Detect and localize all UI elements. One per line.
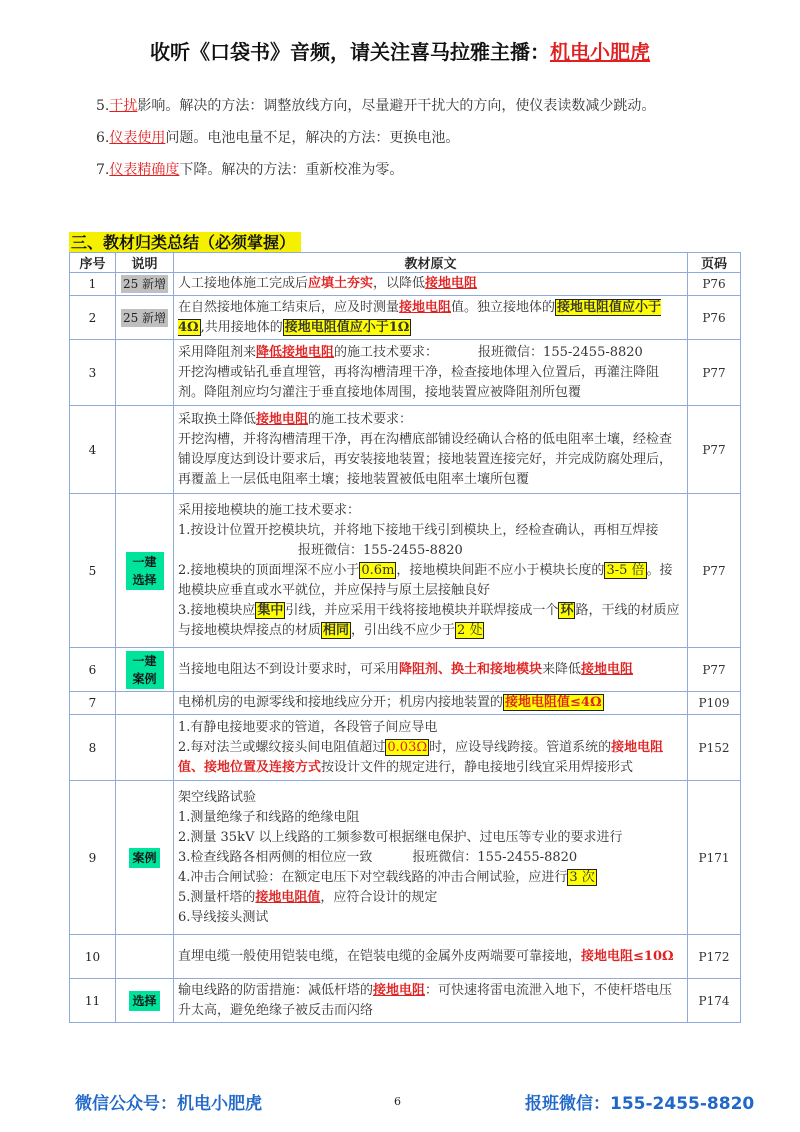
row-number: 6 — [70, 648, 116, 692]
row-number: 4 — [70, 406, 116, 494]
table-row — [70, 648, 741, 692]
row-number: 7 — [70, 692, 116, 715]
summary-table — [69, 252, 741, 1023]
row-label-cell — [116, 715, 174, 781]
row-label-cell — [116, 648, 174, 692]
note-text: 影响。解决的方法：调整放线方向，尽量避开干扰大的方向，使仪表读数减少跳动。 — [137, 98, 656, 114]
note-item — [96, 128, 736, 148]
row-page: P76 — [688, 296, 741, 340]
row-page: P77 — [688, 406, 741, 494]
table-row — [70, 979, 741, 1023]
row-text: 电梯机房的电源零线和接地线应分开；机房内接地装置的 接地电阻值≤4Ω — [174, 692, 688, 715]
table-row — [70, 494, 741, 648]
row-text: 直埋电缆一般使用铠装电缆，在铠装电缆的金属外皮两端要可靠接地，接地电阻≤10Ω — [174, 935, 688, 979]
row-label-cell — [116, 935, 174, 979]
notes-list — [96, 96, 736, 192]
page-number: 6 — [394, 1095, 401, 1108]
row-label-cell — [116, 979, 174, 1023]
header-prefix: 收听《口袋书》音频，请关注喜马拉雅主播： — [150, 40, 550, 64]
row-page: P76 — [688, 273, 741, 296]
row-label-cell — [116, 340, 174, 406]
note-number: 5. — [96, 98, 110, 114]
row-page: P77 — [688, 494, 741, 648]
row-text: 人工接地体施工完成后应填土夯实，以降低接地电阻 — [174, 273, 688, 296]
row-number: 1 — [70, 273, 116, 296]
header-page: 页码 — [688, 253, 741, 273]
footer-signup-wechat: 报班微信：155-2455-8820 — [525, 1094, 755, 1114]
row-page: P171 — [688, 781, 741, 935]
table-header-row — [70, 253, 741, 273]
row-label-cell — [116, 406, 174, 494]
table-row — [70, 406, 741, 494]
table-row — [70, 781, 741, 935]
table-row — [70, 273, 741, 296]
note-keyword: 仪表使用 — [109, 130, 166, 146]
header-label: 说明 — [116, 253, 174, 273]
footer-wechat-account: 微信公众号：机电小肥虎 — [75, 1094, 262, 1114]
row-number: 10 — [70, 935, 116, 979]
table-row — [70, 935, 741, 979]
header-highlight: 机电小肥虎 — [550, 40, 650, 64]
row-label: 选择 — [129, 991, 159, 1011]
note-text: 下降。解决的方法：重新校准为零。 — [179, 162, 404, 178]
table-row — [70, 692, 741, 715]
row-page: P77 — [688, 648, 741, 692]
row-page: P152 — [688, 715, 741, 781]
row-label: 一建选择 — [126, 552, 164, 590]
row-text: 1.有静电接地要求的管道，各段管子间应导电 2.每对法兰或螺纹接头间电阻值超过 0.03Ω 时，应设导线跨接。管道系统的接地电阻值、接地位置及连接方式按设计文件的规定进行，静电接地引线宜采用焊接形式 — [174, 715, 688, 781]
row-text: 采用接地模块的施工技术要求： 1.按设计位置开挖模块坑，并将地下接地干线引到模块上，经检查确认，再相互焊接报班微信：155-2455-8820 2.接地模块的顶面埋深不应小于 0.6m ，接地模块间距不应小于模块长度的 3-5 倍 。接地模块应垂直或水平就位，并应保持与原土层接触良好 3.接地模块应 集中 引线，并应采用干线将接地模块并联焊接成一个 环 路，干线的材质应与接地模块焊接点的材质 相同 ，引出线不应少于 2 处 — [174, 494, 688, 648]
row-number: 9 — [70, 781, 116, 935]
note-text: 问题。电池电量不足，解决的方法：更换电池。 — [165, 130, 460, 146]
table-row — [70, 340, 741, 406]
row-label-cell — [116, 273, 174, 296]
row-text: 架空线路试验 1.测量绝缘子和线路的绝缘电阻 2.测量 35kV 以上线路的工频参数可根据继电保护、过电压等专业的要求进行 3.检查线路各相两侧的相位应一致 报班微信：155-2455-8820 4.冲击合闸试验：在额定电压下对空载线路的冲击合闸试验，应进行 3 次 5.测量杆塔的接地电阻值，应符合设计的规定 6.导线接头测试 — [174, 781, 688, 935]
row-label-cell — [116, 692, 174, 715]
row-label-cell — [116, 494, 174, 648]
row-number: 3 — [70, 340, 116, 406]
row-number: 2 — [70, 296, 116, 340]
note-number: 6. — [96, 130, 110, 146]
header-text: 教材原文 — [174, 253, 688, 273]
row-label-cell — [116, 781, 174, 935]
section-title: 三、教材归类总结（必须掌握） — [69, 232, 301, 254]
note-keyword: 干扰 — [109, 98, 138, 114]
table-row — [70, 296, 741, 340]
row-label: 一建案例 — [126, 651, 164, 689]
row-text: 采用降阻剂来降低接地电阻的施工技术要求： 报班微信：155-2455-8820 开挖沟槽或钻孔垂直埋管，再将沟槽清理干净，检查接地体埋入位置后，再灌注降阻剂。降阻剂应均匀灌注于垂直接地体周围，接地装置应被降阻剂所包覆 — [174, 340, 688, 406]
row-page: P172 — [688, 935, 741, 979]
row-page: P109 — [688, 692, 741, 715]
table-row — [70, 715, 741, 781]
row-page: P77 — [688, 340, 741, 406]
row-number: 11 — [70, 979, 116, 1023]
row-text: 输电线路的防雷措施：减低杆塔的接地电阻：可快速将雷电流泄入地下，不使杆塔电压升太高，避免绝缘子被反击而闪络 — [174, 979, 688, 1023]
note-keyword: 仪表精确度 — [109, 162, 180, 178]
row-number: 8 — [70, 715, 116, 781]
row-page: P174 — [688, 979, 741, 1023]
note-item — [96, 160, 736, 180]
page-header — [0, 36, 800, 65]
note-item — [96, 96, 736, 116]
row-label: 案例 — [129, 848, 159, 868]
row-label: 25 新增 — [122, 277, 167, 291]
row-number: 5 — [70, 494, 116, 648]
header-num: 序号 — [70, 253, 116, 273]
row-text: 采取换土降低接地电阻的施工技术要求： 开挖沟槽，并将沟槽清理干净，再在沟槽底部铺设经确认合格的低电阻率土壤，经检查铺设厚度达到设计要求后，再安装接地装置；接地装置连接完好，并完成防腐处理后，再覆盖上一层低电阻率土壤；接地装置被低电阻率土壤所包覆 — [174, 406, 688, 494]
row-text: 在自然接地体施工结束后，应及时测量接地电阻值。独立接地体的 接地电阻值应小于4Ω ,共用接地体的 接地电阻值应小于1Ω — [174, 296, 688, 340]
row-text: 当接地电阻达不到设计要求时，可采用降阻剂、换土和接地模块来降低接地电阻 — [174, 648, 688, 692]
row-label: 25 新增 — [122, 310, 167, 325]
note-number: 7. — [96, 162, 110, 178]
row-label-cell — [116, 296, 174, 340]
